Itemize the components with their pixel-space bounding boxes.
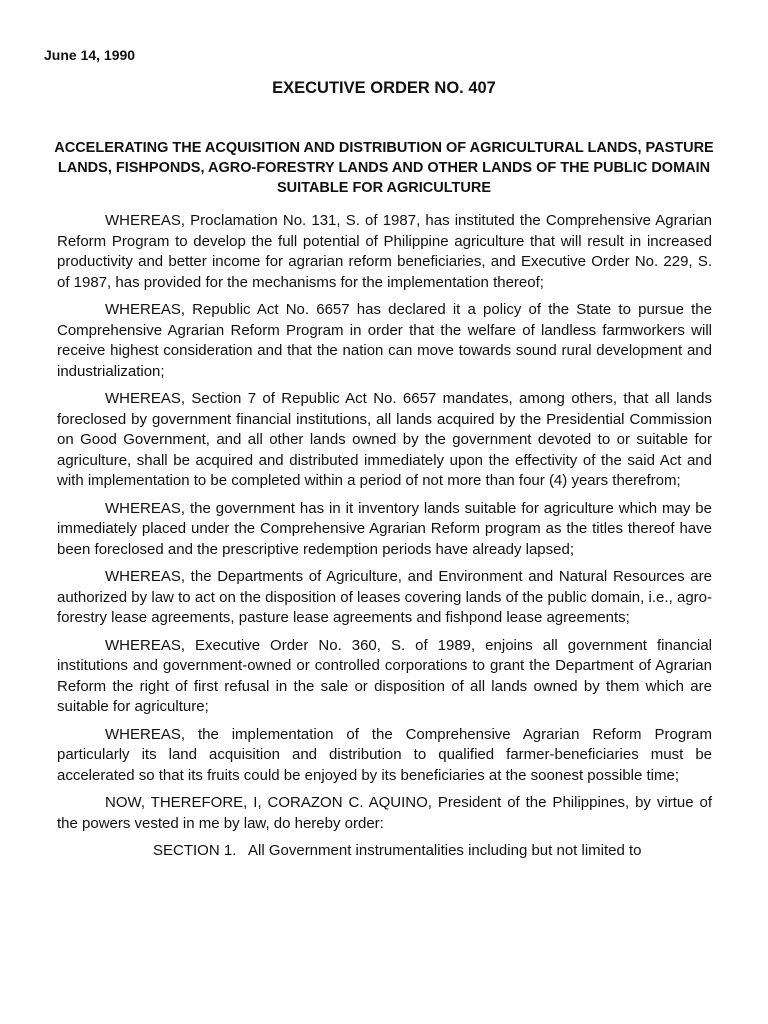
whereas-paragraph-4: WHEREAS, the government has in it inventory lands suitable for agriculture which may be immediately placed under the Comprehensive Agrarian Reform program as the titles thereof have been foreclosed and the prescriptive redemption periods have already lapsed; bbox=[57, 499, 712, 558]
whereas-paragraph-6: WHEREAS, Executive Order No. 360, S. of 1989, enjoins all government financial institutions and government-owned or controlled corporations to grant the Department of Agrarian Reform the right of first refusal in the sale or disposition of all lands owned by them which are suitable for agriculture; bbox=[57, 636, 712, 715]
now-therefore-paragraph: NOW, THEREFORE, I, CORAZON C. AQUINO, President of the Philippines, by virtue of the powers vested in me by law, do hereby order: bbox=[57, 794, 712, 832]
document-date: June 14, 1990 bbox=[44, 47, 136, 63]
whereas-paragraph-1: WHEREAS, Proclamation No. 131, S. of 1987, has instituted the Comprehensive Agrarian Reform Program to develop the full potential of Philippine agriculture that will result in increased productivity and better income for agrarian reform beneficiaries, and Executive Order No. 229, S. of 1987, has provided for the mechanisms for the implementation thereof; bbox=[57, 212, 712, 291]
order-title: EXECUTIVE ORDER NO. 407 bbox=[272, 79, 496, 97]
section-1-label: SECTION 1. bbox=[153, 842, 237, 859]
section-1-text: All Government instrumentalities including but not limited to bbox=[248, 842, 642, 859]
whereas-paragraph-5: WHEREAS, the Departments of Agriculture, and Environment and Natural Resources are authorized by law to act on the disposition of leases covering lands of the public domain, i.e., agro-forestry lease agreements, pasture lease agreements and fishpond lease agreements; bbox=[57, 568, 712, 626]
order-subject: ACCELERATING THE ACQUISITION AND DISTRIBUTION OF AGRICULTURAL LANDS, PASTURE LANDS, FISHPONDS, AGRO-FORESTRY LANDS AND OTHER LANDS OF THE PUBLIC DOMAIN SUITABLE FOR AGRICULTURE bbox=[54, 140, 714, 196]
whereas-paragraph-3: WHEREAS, Section 7 of Republic Act No. 6657 mandates, among others, that all lands foreclosed by government financial institutions, all lands acquired by the Presidential Commission on Good Government, and all other lands owned by the government devoted to or suitable for agriculture, shall be acquired and distributed immediately upon the effectivity of the said Act and with implementation to be completed within a period of not more than four (4) years therefrom; bbox=[57, 390, 712, 489]
section-1-line bbox=[57, 841, 712, 862]
whereas-paragraph-2: WHEREAS, Republic Act No. 6657 has declared it a policy of the State to pursue the Comprehensive Agrarian Reform Program in order that the welfare of landless farmworkers will receive highest consideration and that the nation can move towards sound rural development and industrialization; bbox=[57, 301, 712, 380]
whereas-paragraph-7: WHEREAS, the implementation of the Comprehensive Agrarian Reform Program particularly its land acquisition and distribution to qualified farmer-beneficiaries must be accelerated so that its fruits could be enjoyed by its beneficiaries at the soonest possible time; bbox=[57, 725, 712, 784]
document-body bbox=[57, 211, 712, 862]
